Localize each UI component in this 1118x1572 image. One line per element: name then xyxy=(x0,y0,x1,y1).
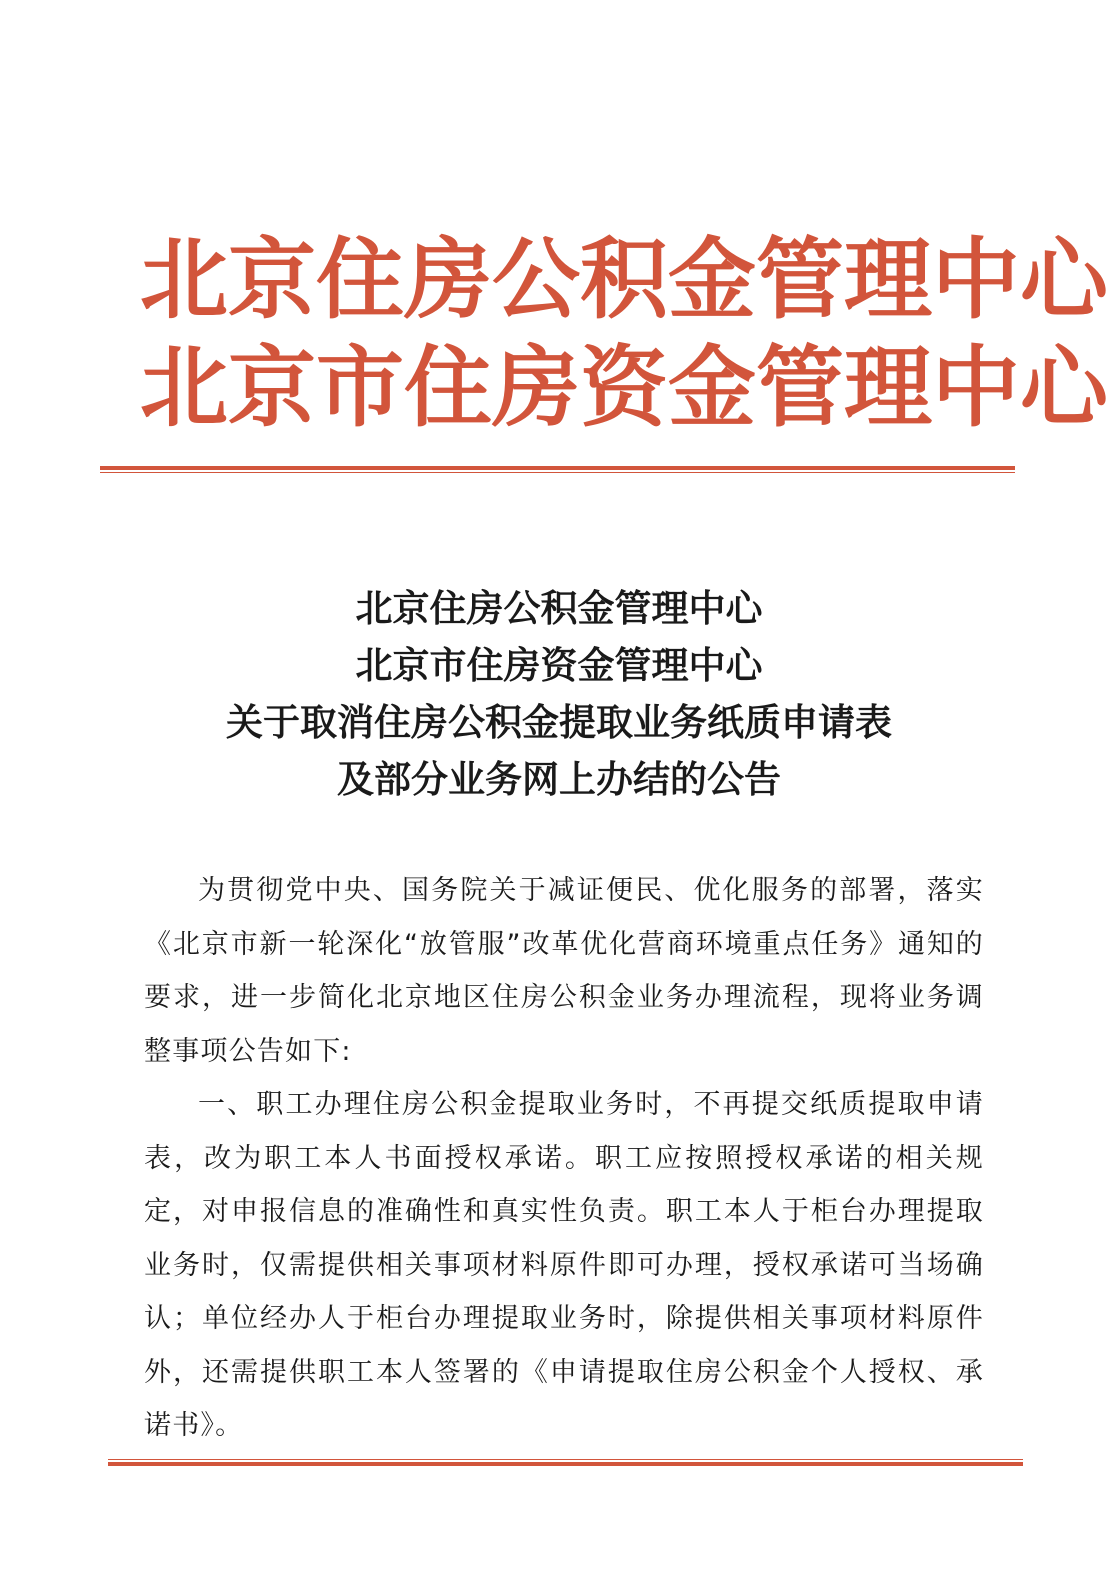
body-paragraph-1: 为贯彻党中央、国务院关于减证便民、优化服务的部署，落实《北京市新一轮深化“放管服”改革优化营商环境重点任务》通知的要求，进一步简化北京地区住房公积金业务办理流程，现将业务调整事项公告如下: xyxy=(144,875,984,1067)
footer-divider xyxy=(108,1459,1023,1467)
letterhead xyxy=(100,225,1109,441)
footer-thin-line xyxy=(108,1459,1023,1460)
letterhead-divider xyxy=(100,466,1015,474)
divider-thick-line xyxy=(100,466,1015,470)
document-body xyxy=(144,864,984,1453)
footer-thick-line xyxy=(108,1462,1023,1466)
title-line-1: 北京住房公积金管理中心 xyxy=(355,586,763,630)
body-paragraph-2: 一、职工办理住房公积金提取业务时，不再提交纸质提取申请表，改为职工本人书面授权承诺。职工应按照授权承诺的相关规定，对申报信息的准确性和真实性负责。职工本人于柜台办理提取业务时，仅需提供相关事项材料原件即可办理，授权承诺可当场确认；单位经办人于柜台办理提取业务时，除提供相关事项材料原件外，还需提供职工本人签署的《申请提取住房公积金个人授权、承诺书》。 xyxy=(144,1089,984,1441)
title-line-3: 关于取消住房公积金提取业务纸质申请表 xyxy=(226,700,892,744)
divider-thin-line xyxy=(100,472,1015,473)
title-line-4: 及部分业务网上办结的公告 xyxy=(337,757,781,801)
document-title xyxy=(100,580,1018,808)
letterhead-line-1: 北京住房公积金管理中心 xyxy=(140,227,1109,331)
letterhead-line-2: 北京市住房资金管理中心 xyxy=(140,335,1109,439)
title-line-2: 北京市住房资金管理中心 xyxy=(355,643,763,687)
